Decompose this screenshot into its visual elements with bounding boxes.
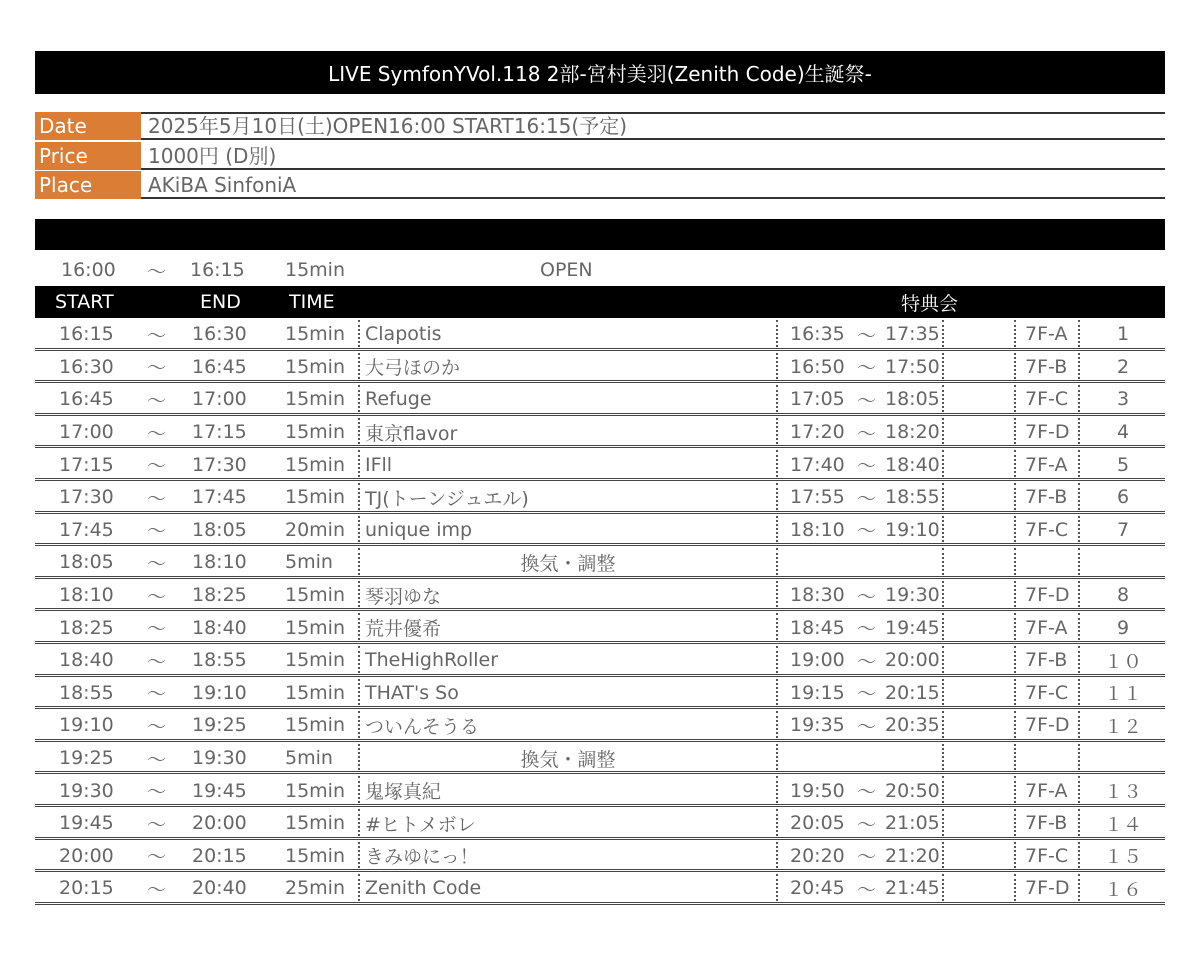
row-number: １４ [1103, 813, 1142, 836]
header-time: TIME [289, 291, 335, 313]
end-time: 17:45 [192, 486, 247, 509]
tokutenkai-end: 19:30 [885, 584, 940, 607]
tokutenkai-start: 18:10 [790, 518, 845, 541]
tokutenkai-end: 20:00 [885, 649, 940, 672]
row-number: １０ [1103, 650, 1142, 673]
start-time: 18:10 [59, 584, 114, 607]
start-time: 19:10 [59, 714, 114, 737]
table-row [35, 611, 1165, 644]
end-time: 17:15 [192, 421, 247, 444]
tokutenkai-end: 21:20 [885, 844, 940, 867]
tokutenkai-start: 16:35 [790, 323, 845, 346]
tokutenkai-start: 20:45 [790, 877, 845, 900]
header-start: START [55, 291, 114, 313]
end-time: 19:45 [192, 779, 247, 802]
tilde: 〜 [147, 520, 167, 543]
tokutenkai-end: 20:35 [885, 714, 940, 737]
duration: 25min [285, 877, 346, 900]
end-time: 18:10 [192, 551, 247, 574]
tilde: 〜 [147, 585, 167, 608]
info-row-date [35, 112, 1165, 140]
duration: 15min [285, 681, 346, 704]
start-time: 19:45 [59, 812, 114, 835]
end-time: 19:10 [192, 681, 247, 704]
start-time: 20:15 [59, 877, 114, 900]
table-row [35, 677, 1165, 710]
tokutenkai-start: 17:55 [790, 486, 845, 509]
tokutenkai-start: 19:35 [790, 714, 845, 737]
row-number: １２ [1103, 715, 1142, 738]
row-number: １５ [1103, 846, 1142, 869]
room: 7F-A [1025, 323, 1068, 346]
room: 7F-B [1025, 812, 1068, 835]
info-value: AKiBA SinfoniA [148, 173, 297, 197]
row-number: １１ [1103, 683, 1142, 706]
tokutenkai-end: 19:45 [885, 616, 940, 639]
tilde: 〜 [147, 878, 167, 901]
event-title: LIVE SymfonYVol.118 2部-宮村美羽(Zenith Code)生誕祭- [35, 51, 1165, 94]
tokutenkai-end: 18:05 [885, 388, 940, 411]
table-row [35, 416, 1165, 449]
tilde: 〜 [147, 422, 167, 445]
info-value: 2025年5月10日(土)OPEN16:00 START16:15(予定) [148, 114, 628, 138]
tilde: 〜 [857, 455, 877, 478]
start-time: 18:55 [59, 681, 114, 704]
row-number: １３ [1103, 781, 1142, 804]
tilde: 〜 [857, 585, 877, 608]
tilde: 〜 [857, 878, 877, 901]
room: 7F-D [1025, 714, 1070, 737]
tokutenkai-end: 19:10 [885, 518, 940, 541]
tokutenkai-end: 21:45 [885, 877, 940, 900]
room: 7F-D [1025, 421, 1070, 444]
artist-name: unique imp [365, 518, 473, 541]
artist-name: 鬼塚真紀 [365, 781, 442, 804]
room: 7F-A [1025, 453, 1068, 476]
duration: 15min [285, 421, 346, 444]
row-number: 7 [1116, 518, 1130, 541]
artist-name: ついんそうる [365, 715, 480, 738]
end-time: 16:45 [192, 355, 247, 378]
end-time: 18:55 [192, 649, 247, 672]
duration: 15min [285, 812, 346, 835]
info-label: Place [35, 171, 141, 199]
open-time: 15min [285, 259, 346, 281]
break-label: 換気・調整 [520, 748, 616, 771]
start-time: 16:45 [59, 388, 114, 411]
info-label: Price [35, 142, 141, 170]
break-row [35, 742, 1165, 775]
end-time: 18:25 [192, 584, 247, 607]
row-number: 5 [1116, 453, 1130, 476]
open-tilde: 〜 [147, 260, 167, 283]
room: 7F-C [1025, 388, 1069, 411]
tilde: 〜 [147, 715, 167, 738]
info-value: 1000円 (D別) [148, 144, 277, 168]
tokutenkai-end: 20:15 [885, 681, 940, 704]
info-row-price [35, 142, 1165, 170]
start-time: 20:00 [59, 844, 114, 867]
end-time: 18:05 [192, 518, 247, 541]
duration: 5min [285, 747, 333, 770]
row-number: 2 [1116, 355, 1130, 378]
artist-name: #ヒトメボレ [365, 813, 476, 836]
start-time: 18:40 [59, 649, 114, 672]
tokutenkai-end: 18:55 [885, 486, 940, 509]
table-row [35, 351, 1165, 384]
table-row [35, 481, 1165, 514]
start-time: 17:45 [59, 518, 114, 541]
open-end: 16:15 [190, 259, 245, 281]
table-header [35, 286, 1165, 318]
start-time: 16:30 [59, 355, 114, 378]
open-start: 16:00 [61, 259, 116, 281]
tilde: 〜 [857, 389, 877, 412]
duration: 15min [285, 649, 346, 672]
tokutenkai-end: 18:20 [885, 421, 940, 444]
artist-name: 東京flavor [365, 422, 458, 445]
artist-name: Clapotis [365, 323, 442, 346]
table-row [35, 644, 1165, 677]
tilde: 〜 [147, 748, 167, 771]
tilde: 〜 [147, 846, 167, 869]
row-number: １６ [1103, 878, 1142, 901]
end-time: 17:30 [192, 453, 247, 476]
schedule-divider-bar [35, 219, 1165, 250]
start-time: 19:30 [59, 779, 114, 802]
tilde: 〜 [147, 324, 167, 347]
tokutenkai-start: 17:40 [790, 453, 845, 476]
duration: 15min [285, 616, 346, 639]
duration: 15min [285, 453, 346, 476]
duration: 15min [285, 355, 346, 378]
end-time: 17:00 [192, 388, 247, 411]
table-row [35, 709, 1165, 742]
duration: 15min [285, 584, 346, 607]
tokutenkai-start: 19:00 [790, 649, 845, 672]
artist-name: Refuge [365, 388, 432, 411]
room: 7F-B [1025, 486, 1068, 509]
tilde: 〜 [147, 455, 167, 478]
artist-name: 琴羽ゆな [365, 585, 442, 608]
open-label: OPEN [540, 259, 593, 281]
artist-name: 大弓ほのか [365, 357, 461, 380]
row-number: 4 [1116, 421, 1130, 444]
tilde: 〜 [857, 487, 877, 510]
tilde: 〜 [147, 813, 167, 836]
info-row-place [35, 171, 1165, 199]
tokutenkai-start: 17:20 [790, 421, 845, 444]
artist-name: IFll [365, 453, 393, 476]
room: 7F-D [1025, 584, 1070, 607]
tilde: 〜 [147, 618, 167, 641]
room: 7F-A [1025, 779, 1068, 802]
tilde: 〜 [147, 487, 167, 510]
table-row [35, 383, 1165, 416]
break-row [35, 546, 1165, 579]
tilde: 〜 [857, 324, 877, 347]
tokutenkai-start: 18:45 [790, 616, 845, 639]
end-time: 19:25 [192, 714, 247, 737]
table-row [35, 514, 1165, 547]
start-time: 16:15 [59, 323, 114, 346]
table-row [35, 579, 1165, 612]
tokutenkai-end: 20:50 [885, 779, 940, 802]
artist-name: Zenith Code [365, 877, 482, 900]
duration: 15min [285, 714, 346, 737]
break-label: 換気・調整 [520, 552, 616, 575]
room: 7F-C [1025, 518, 1069, 541]
tilde: 〜 [857, 618, 877, 641]
open-row [35, 256, 1165, 284]
duration: 20min [285, 518, 346, 541]
artist-name: 荒井優希 [365, 618, 442, 641]
row-number: 3 [1116, 388, 1130, 411]
tokutenkai-start: 17:05 [790, 388, 845, 411]
artist-name: TheHighRoller [365, 649, 499, 672]
end-time: 20:15 [192, 844, 247, 867]
tokutenkai-start: 18:30 [790, 584, 845, 607]
header-end: END [200, 291, 241, 313]
table-row [35, 840, 1165, 873]
end-time: 20:40 [192, 877, 247, 900]
tokutenkai-end: 17:50 [885, 355, 940, 378]
duration: 5min [285, 551, 333, 574]
room: 7F-B [1025, 649, 1068, 672]
duration: 15min [285, 779, 346, 802]
tokutenkai-start: 20:05 [790, 812, 845, 835]
schedule-table [35, 318, 1165, 905]
room: 7F-B [1025, 355, 1068, 378]
tilde: 〜 [147, 389, 167, 412]
end-time: 16:30 [192, 323, 247, 346]
start-time: 18:25 [59, 616, 114, 639]
end-time: 18:40 [192, 616, 247, 639]
tilde: 〜 [147, 357, 167, 380]
table-row [35, 318, 1165, 351]
tilde: 〜 [147, 552, 167, 575]
tilde: 〜 [857, 683, 877, 706]
tilde: 〜 [147, 650, 167, 673]
start-time: 18:05 [59, 551, 114, 574]
start-time: 19:25 [59, 747, 114, 770]
row-number: 1 [1116, 323, 1130, 346]
header-tokutenkai: 特典会 [901, 292, 959, 315]
tilde: 〜 [857, 781, 877, 804]
tokutenkai-end: 21:05 [885, 812, 940, 835]
start-time: 17:30 [59, 486, 114, 509]
tilde: 〜 [857, 357, 877, 380]
row-number: 6 [1116, 486, 1130, 509]
tilde: 〜 [857, 520, 877, 543]
duration: 15min [285, 323, 346, 346]
duration: 15min [285, 486, 346, 509]
room: 7F-D [1025, 877, 1070, 900]
tokutenkai-start: 19:15 [790, 681, 845, 704]
tokutenkai-start: 19:50 [790, 779, 845, 802]
row-number: 9 [1116, 616, 1130, 639]
artist-name: きみゆにっ！ [365, 846, 479, 869]
tilde: 〜 [857, 715, 877, 738]
tokutenkai-start: 16:50 [790, 355, 845, 378]
artist-name: TJ(トーンジュエル) [365, 487, 529, 510]
tilde: 〜 [857, 813, 877, 836]
info-label: Date [35, 112, 141, 140]
artist-name: THAT's So [365, 681, 459, 704]
room: 7F-A [1025, 616, 1068, 639]
end-time: 20:00 [192, 812, 247, 835]
tilde: 〜 [857, 846, 877, 869]
tilde: 〜 [857, 650, 877, 673]
tilde: 〜 [147, 683, 167, 706]
start-time: 17:00 [59, 421, 114, 444]
table-row [35, 448, 1165, 481]
row-number: 8 [1116, 584, 1130, 607]
room: 7F-C [1025, 844, 1069, 867]
tilde: 〜 [147, 781, 167, 804]
table-row [35, 774, 1165, 807]
tokutenkai-start: 20:20 [790, 844, 845, 867]
duration: 15min [285, 388, 346, 411]
start-time: 17:15 [59, 453, 114, 476]
room: 7F-C [1025, 681, 1069, 704]
tokutenkai-end: 17:35 [885, 323, 940, 346]
tokutenkai-end: 18:40 [885, 453, 940, 476]
table-row [35, 872, 1165, 905]
table-row [35, 807, 1165, 840]
duration: 15min [285, 844, 346, 867]
tilde: 〜 [857, 422, 877, 445]
end-time: 19:30 [192, 747, 247, 770]
